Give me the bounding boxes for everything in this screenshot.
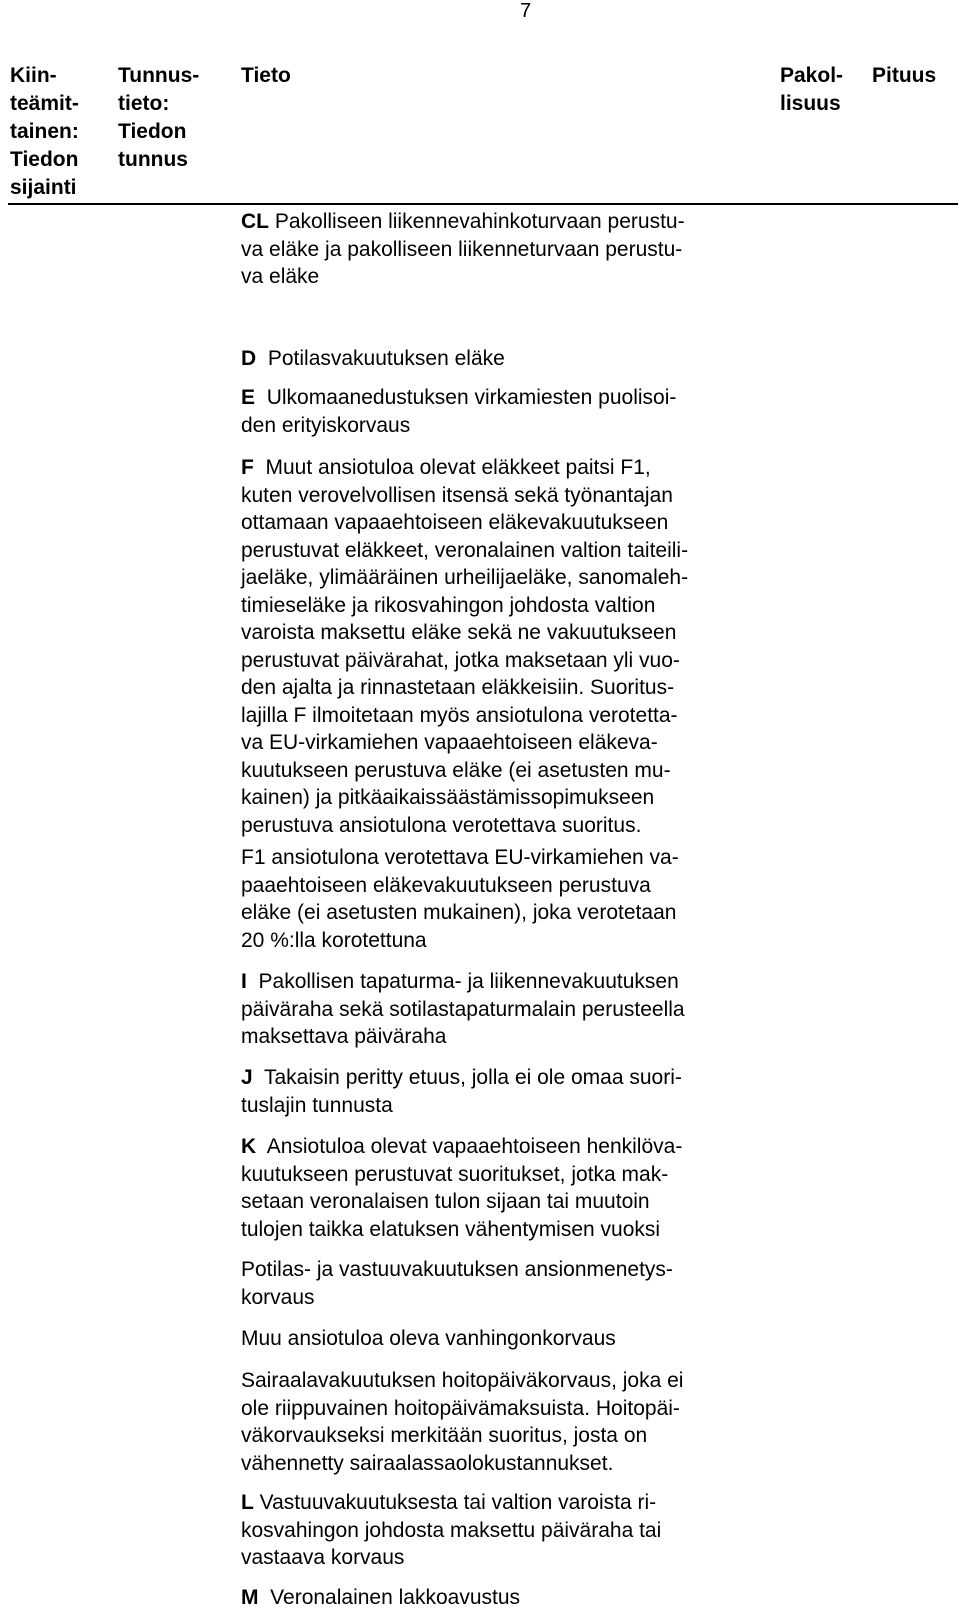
entry-code: J [241,1066,253,1089]
entry-code: M [241,1586,259,1609]
entry-code: L [241,1491,254,1514]
entry-text: Pakollisen tapaturma- ja liikennevakuutuksen päiväraha sekä sotilastapaturmalain perusteella maksettava päiväraha [241,970,685,1048]
entry-text: Ansiotuloa olevat vapaaehtoiseen henkilöva- kuutukseen perustuvat suoritukset, jotka mak- setaan veronalaisen tulon sijaan tai muutoin tulojen taikka elatuksen vähentymisen vuoksi [241,1135,683,1241]
entry-code: CL [241,210,269,233]
entry-code: I [241,970,247,993]
entry-i [241,968,960,1051]
page-number: 7 [520,0,532,22]
entry-code: D [241,347,257,370]
entry-text: Pakolliseen liikennevahinkoturvaan perustu- va eläke ja pakolliseen liikenneturvaan perustu- va eläke [241,210,685,288]
entry-k [241,1133,960,1243]
entry-text: Sairaalavakuutuksen hoitopäiväkorvaus, joka ei ole riippuvainen hoitopäivämaksuista. Hoitopäi- väkorvaukseksi merkitään suoritus, josta on vähennetty sairaalassaolokustannukset. [241,1369,684,1475]
header-location: Kiin- teämit- tainen: Tiedon sijainti [10,64,79,199]
entry-code: F1 [241,846,266,869]
entry-cl [241,208,960,291]
entry-d [241,345,960,373]
header-rule [8,203,958,205]
entry-code: K [241,1135,257,1158]
entry-text: Takaisin peritty etuus, jolla ei ole omaa suori- tuslajin tunnusta [241,1066,682,1117]
entry-text: Ulkomaanedustuksen virkamiesten puolisoi- den erityiskorvaus [241,386,677,437]
entry-text: Vastuuvakuutuksesta tai valtion varoista ri- kosvahingon johdosta maksettu päiväraha tai vastaava korvaus [241,1491,662,1569]
entry-f1 [241,844,960,954]
entry-text: Potilasvakuutuksen eläke [267,347,505,370]
entry-k-other-damages [241,1325,960,1353]
entry-text: Muu ansiotuloa oleva vanhingonkorvaus [241,1327,616,1350]
entry-j [241,1064,960,1119]
entry-k-hospital [241,1367,960,1477]
entry-text: Veronalainen lakkoavustus [270,1586,521,1609]
entry-text: Potilas- ja vastuuvakuutuksen ansionmenetys- korvaus [241,1258,673,1309]
entry-e [241,384,960,439]
entry-k-patient-liability [241,1256,960,1311]
header-mandatory: Pakol- lisuus [780,64,844,115]
entry-m [241,1584,960,1612]
entry-text: ansiotulona verotettava EU-virkamiehen va- paaehtoiseen eläkevakuutukseen perustuva eläke (ei asetusten mukainen), joka verotetaan 20 %:lla korotettuna [241,846,679,952]
entry-text: Muut ansiotuloa olevat eläkkeet paitsi F1, kuten verovelvollisen itsensä sekä työnantajan ottamaan vapaaehtoiseen eläkevakuutukseen perustuvat eläkkeet, veronalainen valtion taiteili- jaeläke, ylimääräinen urheilijaeläke, sanomaleh- timieseläke ja rikosvahingon johdosta valtion varoista maksettu eläke sekä ne vakuutukseen perustuvat päivärahat, jotka maksetaan yli vuo- den ajalta ja rinnastetaan eläkkeisiin. Suoritus- lajilla F ilmoitetaan myös ansiotulona verotetta- va EU-virkamiehen vapaaehtoiseen eläkeva- kuutukseen perustuva eläke (ei asetusten mu- kainen) ja pitkäaikaissäästämissopimukseen perustuva ansiotulona verotettava suoritus. [241,456,689,837]
header-information: Tieto [241,64,291,87]
header-length: Pituus [872,64,937,87]
header-identifier: Tunnus- tieto: Tiedon tunnus [118,64,200,171]
entry-l [241,1489,960,1572]
entry-f [241,454,960,839]
entry-code: F [241,456,254,479]
entry-code: E [241,386,256,409]
